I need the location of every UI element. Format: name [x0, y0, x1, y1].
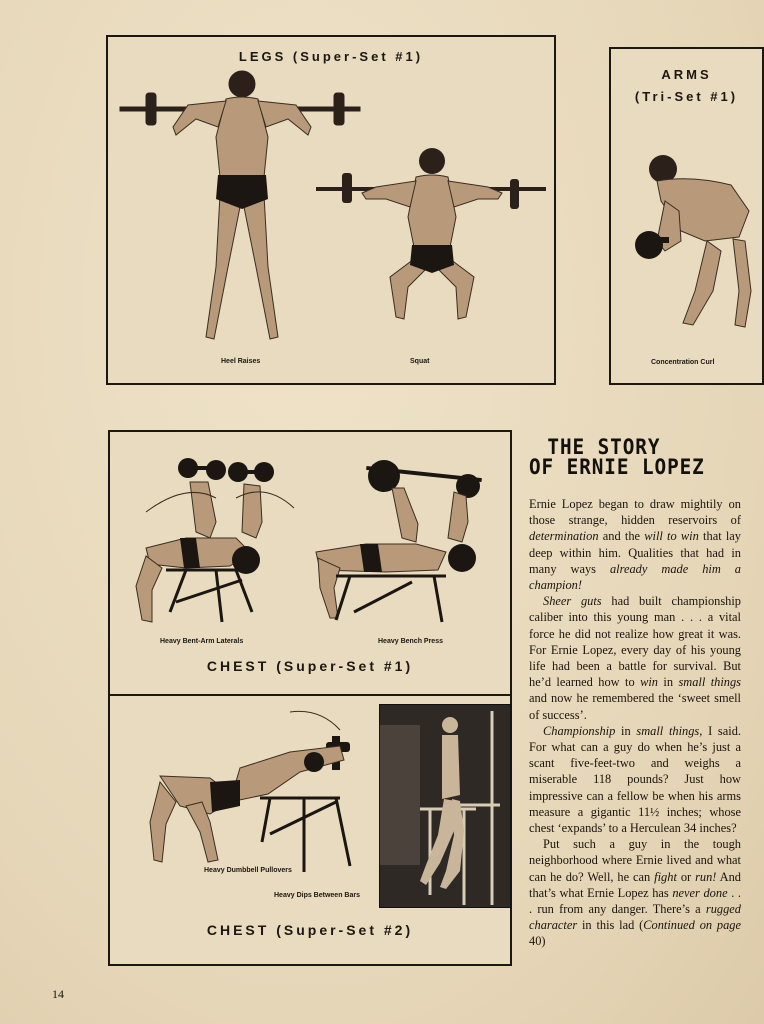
article-body: [529, 496, 741, 971]
barbell-plate: [334, 93, 344, 125]
dumbbell-pullovers-figure: [140, 702, 370, 882]
bench-press-caption: Heavy Bench Press: [378, 638, 443, 645]
barbell-plate: [146, 93, 156, 125]
legs-panel-title: LEGS (Super-Set #1): [238, 49, 424, 64]
arms-panel: [609, 47, 764, 385]
squat-caption: Squat: [410, 358, 430, 365]
arms-panel-title-line2: (Tri-Set #1): [634, 89, 739, 104]
bent-arm-laterals-caption: Heavy Bent-Arm Laterals: [160, 638, 244, 645]
dips-between-bars-caption: Heavy Dips Between Bars: [274, 892, 360, 899]
legs-panel: [106, 35, 556, 385]
page-number: 14: [52, 987, 64, 1001]
chest-superset1-title: CHEST (Super-Set #1): [206, 658, 414, 674]
article-paragraph: Ernie Lopez began to draw mightily on those strange, hidden reservoirs of determination and the will to win that lay deep within him. Qualities that had in many ways already made him a champion!: [529, 497, 741, 593]
arms-panel-title-line1: ARMS: [661, 67, 712, 82]
dumbbell-pullovers-caption: Heavy Dumbbell Pullovers: [204, 867, 292, 874]
bent-arm-laterals-figure: [126, 452, 306, 632]
concentration-curl-caption: Concentration Curl: [651, 359, 715, 366]
bench-press-figure: [306, 452, 506, 632]
dips-figure: [380, 705, 510, 907]
article-paragraph: Championship in small things, I said. For what can a guy do when he’s just a scant five-feet-two and weighs a miserable 118 pounds? Just how impressive can a fellow be when his arms measure a gigantic 11½ inches; whose chest ‘expands’ to a Herculean 34 inches?: [529, 723, 741, 836]
chest-superset1-panel: [108, 430, 512, 696]
article-title: [529, 437, 722, 477]
article-paragraph: Put such a guy in the tough neighborhood where Ernie lived and what can he do? Well, he can fight or run! And that’s what Ernie Lopez has never done . . . run from any danger. There’s a rugged character in this lad (Continued on page 40): [529, 837, 741, 949]
article-title-line2: OF ERNIE LOPEZ: [529, 455, 705, 479]
article-paragraph: Sheer guts had built championship caliber into this young man . . . a vital force he did not realize how great it was. For Ernie Lopez, every day of his young life had been a battle for survival. But he’d learned how to win in small things and now he remembered the ‘sweet smell of success’.: [529, 594, 741, 722]
chest-superset2-title: CHEST (Super-Set #2): [206, 922, 414, 938]
concentration-curl-figure: [621, 141, 764, 341]
article-title-line1: THE STORY: [547, 435, 661, 459]
squat-figure: [316, 137, 556, 337]
chest-superset2-panel: [108, 694, 512, 966]
dips-photo: [379, 704, 511, 908]
heel-raises-caption: Heel Raises: [221, 358, 261, 365]
